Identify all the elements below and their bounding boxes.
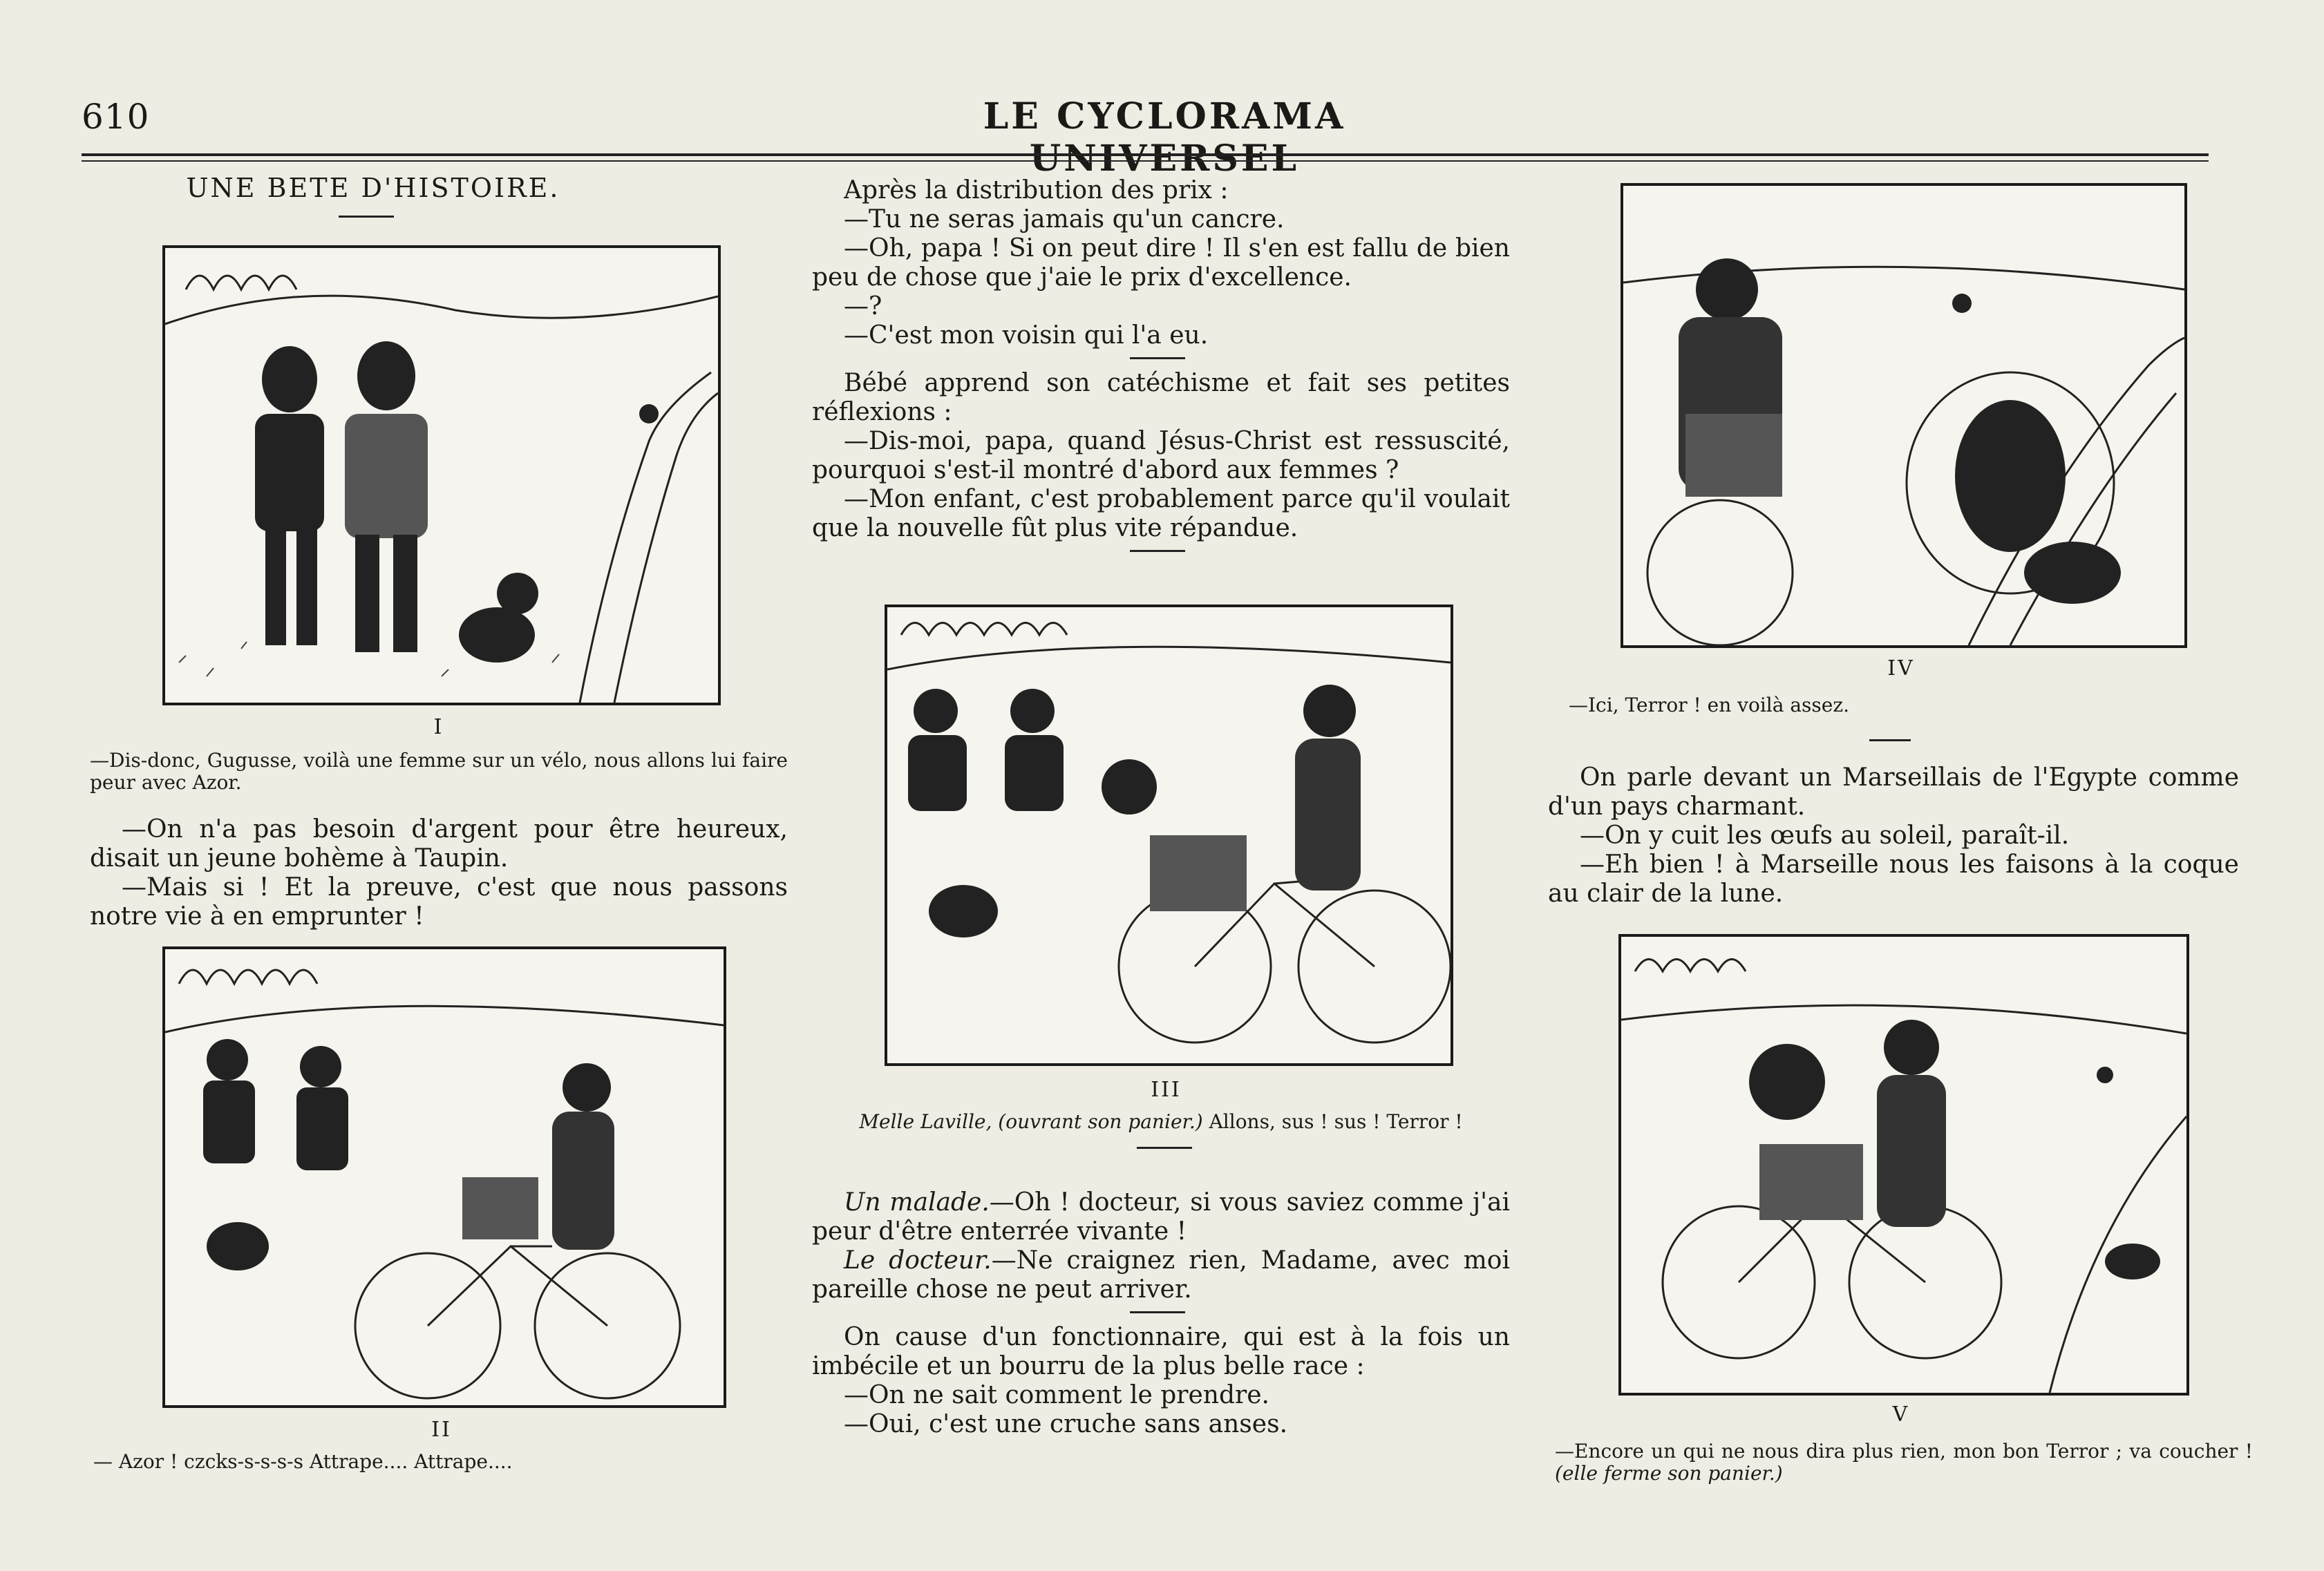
figure-2-caption: — Azor ! czcks-s-s-s-s Attrape.... Attrape.... [93, 1450, 513, 1473]
joke-boheme-line-1: —On n'a pas besoin d'argent pour être heureux, disait un jeune bohème à Taupin. [90, 815, 788, 873]
illustration-4 [1621, 183, 2187, 648]
joke-fonctionnaire-line-1: On cause d'un fonctionnaire, qui est à la fois un imbécile et un bourru de la plus belle race : [812, 1323, 1510, 1380]
illustration-3 [885, 604, 1453, 1066]
men-dog-cyclist-woman-illustration-icon [165, 949, 724, 1405]
joke-bebe-line-1: Bébé apprend son catéchisme et fait ses petites réflexions : [812, 369, 1510, 426]
joke-bebe-line-3: —Mon enfant, c'est probablement parce qu'il voulait que la nouvelle fût plus vite répandue. [812, 485, 1510, 542]
joke-prix-line-1: Après la distribution des prix : [844, 176, 1229, 204]
joke-egypte-line-2: —On y cuit les œufs au soleil, paraît-il. [1580, 821, 2070, 850]
figure-1-numeral: I [433, 715, 444, 739]
figure-2-numeral: II [431, 1418, 452, 1442]
figure-5-caption-text: —Encore un qui ne nous dira plus rien, mon bon Terror ; va coucher ! [1555, 1440, 2253, 1463]
left-column [90, 173, 788, 227]
cyclist-woman-closing-basket-illustration-icon [1621, 937, 2186, 1393]
joke-prix-line-3: —Oh, papa ! Si on peut dire ! Il s'en est fallu de bien peu de chose que j'aie le prix d'excellence. [812, 234, 1510, 292]
separator-2 [1130, 550, 1185, 552]
joke-egypte-line-1: On parle devant un Marseillais de l'Egypte comme d'un pays charmant. [1548, 763, 2239, 821]
header-rule-thin [82, 160, 2209, 162]
joke-fonctionnaire-line-2: —On ne sait comment le prendre. [844, 1381, 1269, 1409]
separator-4 [1130, 1311, 1185, 1313]
joke-prix-line-5: —C'est mon voisin qui l'a eu. [844, 321, 1209, 350]
figure-3-caption [812, 1110, 1510, 1133]
joke-egypte [1548, 763, 2239, 908]
joke-malade-speaker-1: Un malade. [844, 1188, 990, 1217]
joke-boheme [90, 815, 788, 931]
figure-5-numeral: V [1892, 1402, 1910, 1427]
illustration-2 [162, 946, 726, 1408]
story-title: UNE BETE D'HISTOIRE. [186, 173, 560, 203]
figure-3-numeral: III [1151, 1078, 1182, 1102]
joke-malade [812, 1188, 1510, 1439]
figure-5-caption [1555, 1440, 2253, 1485]
joke-malade-speaker-2: Le docteur. [844, 1246, 992, 1275]
figure-1-caption: —Dis-donc, Gugusse, voilà une femme sur un vélo, nous allons lui faire peur avec Azor. [90, 749, 788, 794]
joke-fonctionnaire-line-3: —Oui, c'est une cruche sans anses. [844, 1410, 1288, 1438]
header-rule [82, 153, 2209, 156]
figure-4-numeral: IV [1887, 656, 1915, 680]
separator-3 [1137, 1147, 1192, 1149]
figure-3-caption-text: Allons, sus ! sus ! Terror ! [1202, 1110, 1463, 1133]
separator-1 [1130, 357, 1185, 359]
title-separator [339, 216, 394, 218]
illustration-1 [162, 245, 721, 705]
two-men-dog-road-illustration-icon [165, 248, 718, 703]
joke-prix [812, 176, 1510, 562]
figure-3-caption-speaker: Melle Laville, (ouvrant son panier.) [859, 1110, 1203, 1133]
joke-malade-text-1: —Oh ! docteur, si vous saviez comme j'ai peur d'être enterrée vivante ! [812, 1188, 1510, 1246]
figure-5-caption-stage: (elle ferme son panier.) [1555, 1462, 1783, 1485]
cyclist-woman-dog-chasing-illustration-icon [1623, 186, 2184, 645]
joke-prix-line-4: —? [844, 292, 882, 321]
joke-malade-line-1 [812, 1188, 1510, 1246]
page-number: 610 [82, 97, 150, 137]
joke-bebe-line-2: —Dis-moi, papa, quand Jésus-Christ est ressuscité, pourquoi s'est-il montré d'abord aux femmes ? [812, 427, 1510, 484]
illustration-5 [1618, 934, 2189, 1396]
masthead-title: LE CYCLORAMA UNIVERSEL [983, 95, 1346, 180]
cyclist-woman-bulldog-basket-illustration-icon [887, 607, 1451, 1063]
joke-malade-text-2: —Ne craignez rien, Madame, avec moi pareille chose ne peut arriver. [812, 1246, 1510, 1304]
figure-4-caption: —Ici, Terror ! en voilà assez. [1569, 694, 1849, 716]
joke-malade-line-2 [812, 1246, 1510, 1304]
joke-boheme-line-2: —Mais si ! Et la preuve, c'est que nous passons notre vie à en emprunter ! [90, 873, 788, 931]
separator-5 [1869, 739, 1911, 741]
joke-egypte-line-3: —Eh bien ! à Marseille nous les faisons à la coque au clair de la lune. [1548, 850, 2239, 908]
joke-prix-line-2: —Tu ne seras jamais qu'un cancre. [844, 205, 1285, 234]
